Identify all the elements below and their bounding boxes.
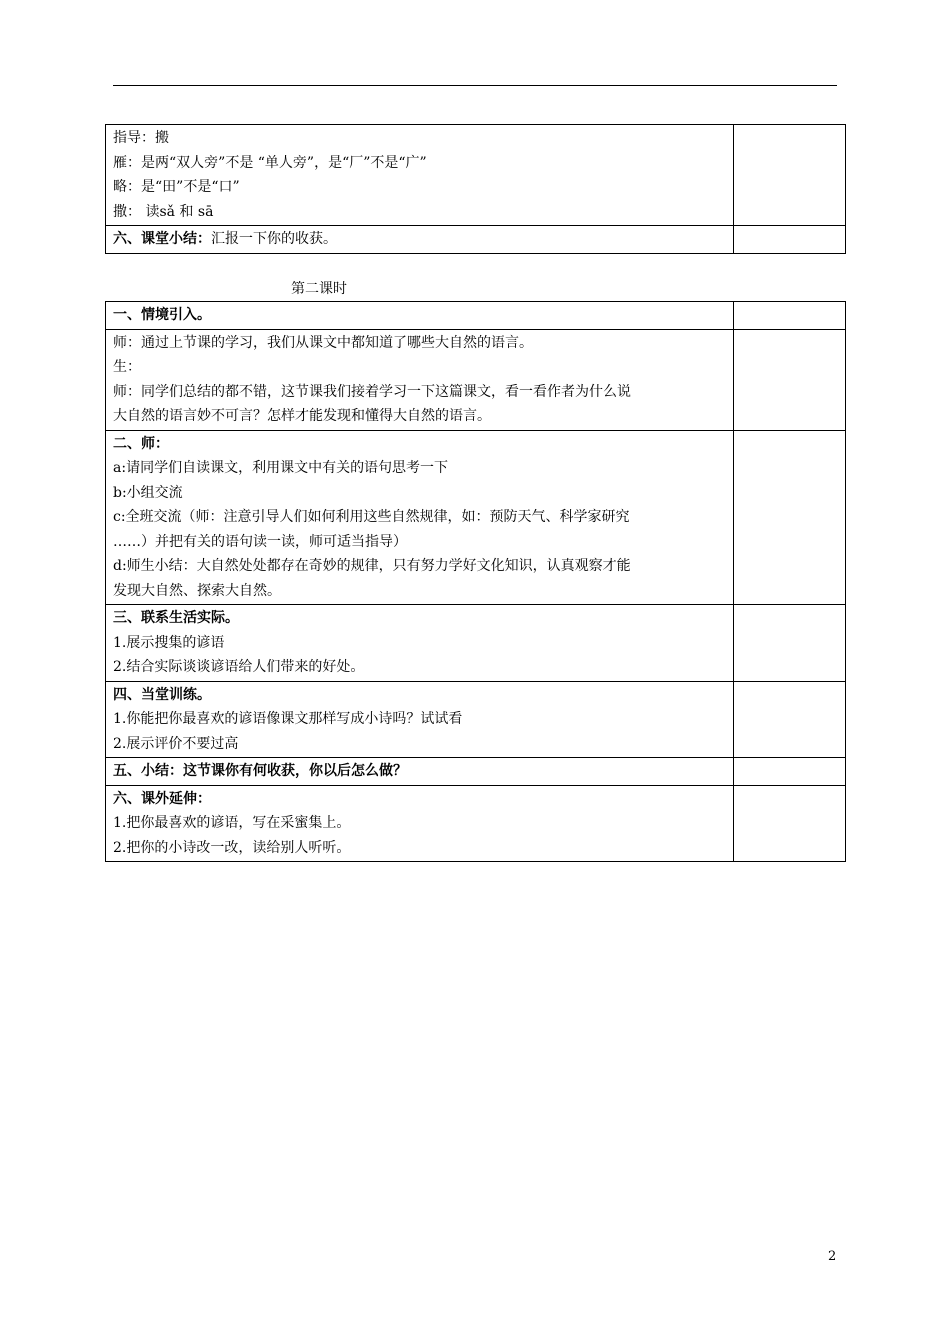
session-title: 第二课时 <box>291 281 347 297</box>
text-line: 师：同学们总结的都不错，这节课我们接着学习一下这篇课文，看一看作者为什么说 <box>113 383 631 400</box>
text-line: a:请同学们自读课文，利用课文中有关的语句思考一下 <box>113 460 449 476</box>
header-rule <box>113 85 837 86</box>
page-number: 2 <box>828 1249 837 1264</box>
text-line: d:师生小结：大自然处处都存在奇妙的规律，只有努力学好文化知识，认真观察才能 <box>113 558 631 574</box>
lue-line: 略：是“田”不是“口” <box>113 179 240 195</box>
section-heading-1: 一、情境引入。 <box>106 302 734 330</box>
lesson-table-part2 <box>105 301 846 862</box>
yan-line: 雁：是两“双人旁”不是 “单人旁”，是“厂”不是“广” <box>113 154 427 171</box>
table-row <box>106 125 846 226</box>
section-body-4 <box>106 681 734 758</box>
section-body-3 <box>106 605 734 682</box>
text-line: 发现大自然、探索大自然。 <box>113 582 281 599</box>
side-cell <box>733 226 845 254</box>
table-row <box>106 226 846 254</box>
table-row <box>106 329 846 430</box>
table-row <box>106 430 846 605</box>
section-heading-3: 三、联系生活实际。 <box>113 610 239 626</box>
section-heading-5: 五、小结：这节课你有何收获，你以后怎么做？ <box>106 758 734 786</box>
text-line: 1.把你最喜欢的谚语，写在采蜜集上。 <box>113 815 351 831</box>
text-line: 1.展示搜集的谚语 <box>113 634 225 651</box>
section-body-6 <box>106 785 734 862</box>
text-line: 大自然的语言妙不可言？怎样才能发现和懂得大自然的语言。 <box>113 408 491 424</box>
guidance-cell <box>106 125 734 226</box>
side-cell <box>733 430 845 605</box>
sa-line: 撒： 读sǎ 和 sā <box>113 203 214 220</box>
section-body-2 <box>106 430 734 605</box>
text-line: ……）并把有关的语句读一读，师可适当指导） <box>113 533 407 550</box>
text-line: 生： <box>113 359 141 375</box>
text-line: b:小组交流 <box>113 484 183 501</box>
side-cell <box>733 329 845 430</box>
side-cell <box>733 605 845 682</box>
text-line: 师：通过上节课的学习，我们从课文中都知道了哪些大自然的语言。 <box>113 334 533 351</box>
table-row <box>106 302 846 330</box>
text-line: 2.把你的小诗改一改，读给别人听听。 <box>113 839 351 856</box>
text-line: 2.结合实际谈谈谚语给人们带来的好处。 <box>113 659 365 675</box>
text-line: 1.你能把你最喜欢的谚语像课文那样写成小诗吗？试试看 <box>113 711 463 727</box>
summary-heading: 六、课堂小结： <box>113 231 211 247</box>
table-row <box>106 681 846 758</box>
side-cell <box>733 125 845 226</box>
section-heading-4: 四、当堂训练。 <box>113 686 211 703</box>
section-heading-6: 六、课外延伸： <box>113 790 211 807</box>
text-line: c:全班交流（师：注意引导人们如何利用这些自然规律，如：预防天气、科学家研究 <box>113 509 630 525</box>
table-row <box>106 605 846 682</box>
lesson-table-part1 <box>105 124 846 254</box>
side-cell <box>733 785 845 862</box>
summary-cell <box>106 226 734 254</box>
side-cell <box>733 758 845 786</box>
section-heading-2: 二、师： <box>113 435 169 452</box>
side-cell <box>733 302 845 330</box>
side-cell <box>733 681 845 758</box>
table-row <box>106 785 846 862</box>
guide-line: 指导：搬 <box>113 130 169 146</box>
summary-text: 汇报一下你的收获。 <box>211 231 337 247</box>
section-body-1 <box>106 329 734 430</box>
text-line: 2.展示评价不要过高 <box>113 735 239 752</box>
table-row <box>106 758 846 786</box>
